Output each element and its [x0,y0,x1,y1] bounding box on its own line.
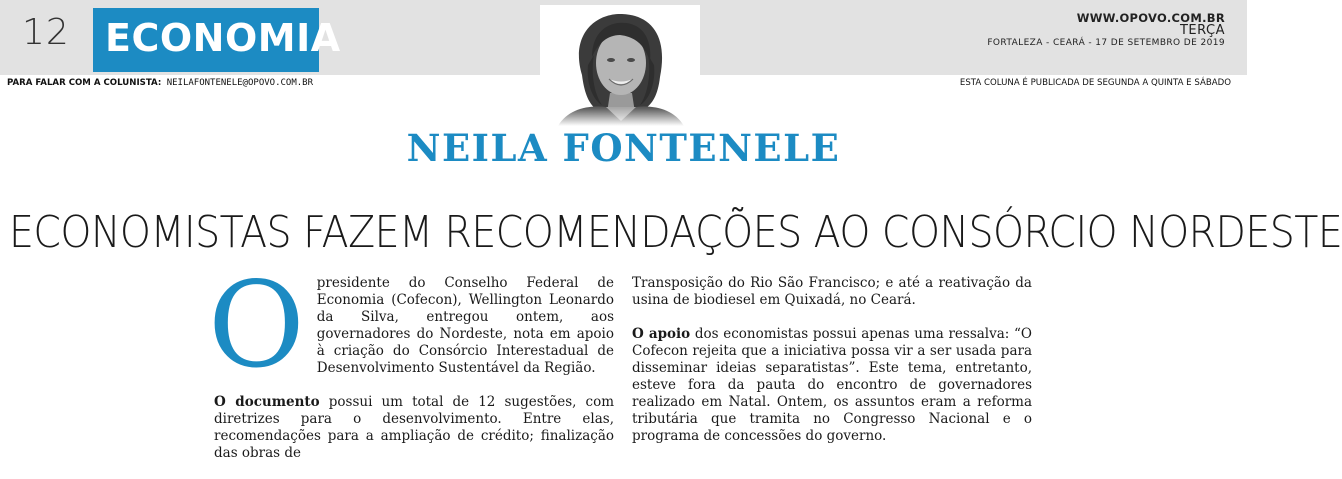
columnist-portrait [540,5,700,126]
dateline: FORTALEZA - CEARÁ - 17 DE SETEMBRO DE 2019 [987,37,1225,48]
paragraph-2-continued: Transposição do Rio São Francisco; e até a reativação da usina de biodiesel em Quixadá, no Ceará. [632,275,1032,308]
page-number: 12 [22,12,70,53]
contact-email: NEILAFONTENELE@OPOVO.COM.BR [166,78,314,88]
contact-label: PARA FALAR COM A COLUNISTA: [7,78,162,88]
contact-line [7,78,313,88]
site-url: WWW.OPOVO.COM.BR [1076,11,1225,25]
article-column-1 [208,256,614,479]
drop-cap: O [208,256,305,394]
paragraph-3-text: dos economistas possui apenas uma ressalva: “O Cofecon rejeita que a iniciativa possa vir a ser usada para disseminar ideias separatistas”. Este tema, entretanto, esteve fora da pauta do encontro de governadores realizado em Natal. Ontem, os assuntos eram a reforma tributária que tramita no Congresso Nacional e o programa de concessões do governo. [632,326,1032,444]
article-column-2 [632,275,1032,462]
section-banner [93,8,341,72]
paragraph-3 [632,326,1032,445]
paragraph-3-lead: O apoio [632,326,691,342]
section-label: ECONOMIA [105,16,341,60]
article-headline: ECONOMISTAS FAZEM RECOMENDAÇÕES AO CONSÓRCIO NORDESTE [9,207,1342,258]
paragraph-2-text: possui um total de 12 sugestões, com diretrizes para o desenvolvimento. Entre elas, recomendações para a ampliação de crédito; finalização das obras de [214,394,614,461]
columnist-name: NEILA FONTENELE [406,126,841,170]
schedule-note: ESTA COLUNA É PUBLICADA DE SEGUNDA A QUINTA E SÁBADO [959,78,1231,88]
paragraph-1-text: presidente do Conselho Federal de Economia (Cofecon), Wellington Leonardo da Silva, entregou ontem, aos governadores do Nordeste, nota em apoio à criação do Consórcio Interestadual de Desenvolvimento Sustentável da Região. [316,275,614,376]
masthead-info [987,12,1225,48]
paragraph-2-lead: O documento [214,394,320,410]
paragraph-2 [214,394,614,462]
weekday: TERÇA [1179,23,1225,39]
